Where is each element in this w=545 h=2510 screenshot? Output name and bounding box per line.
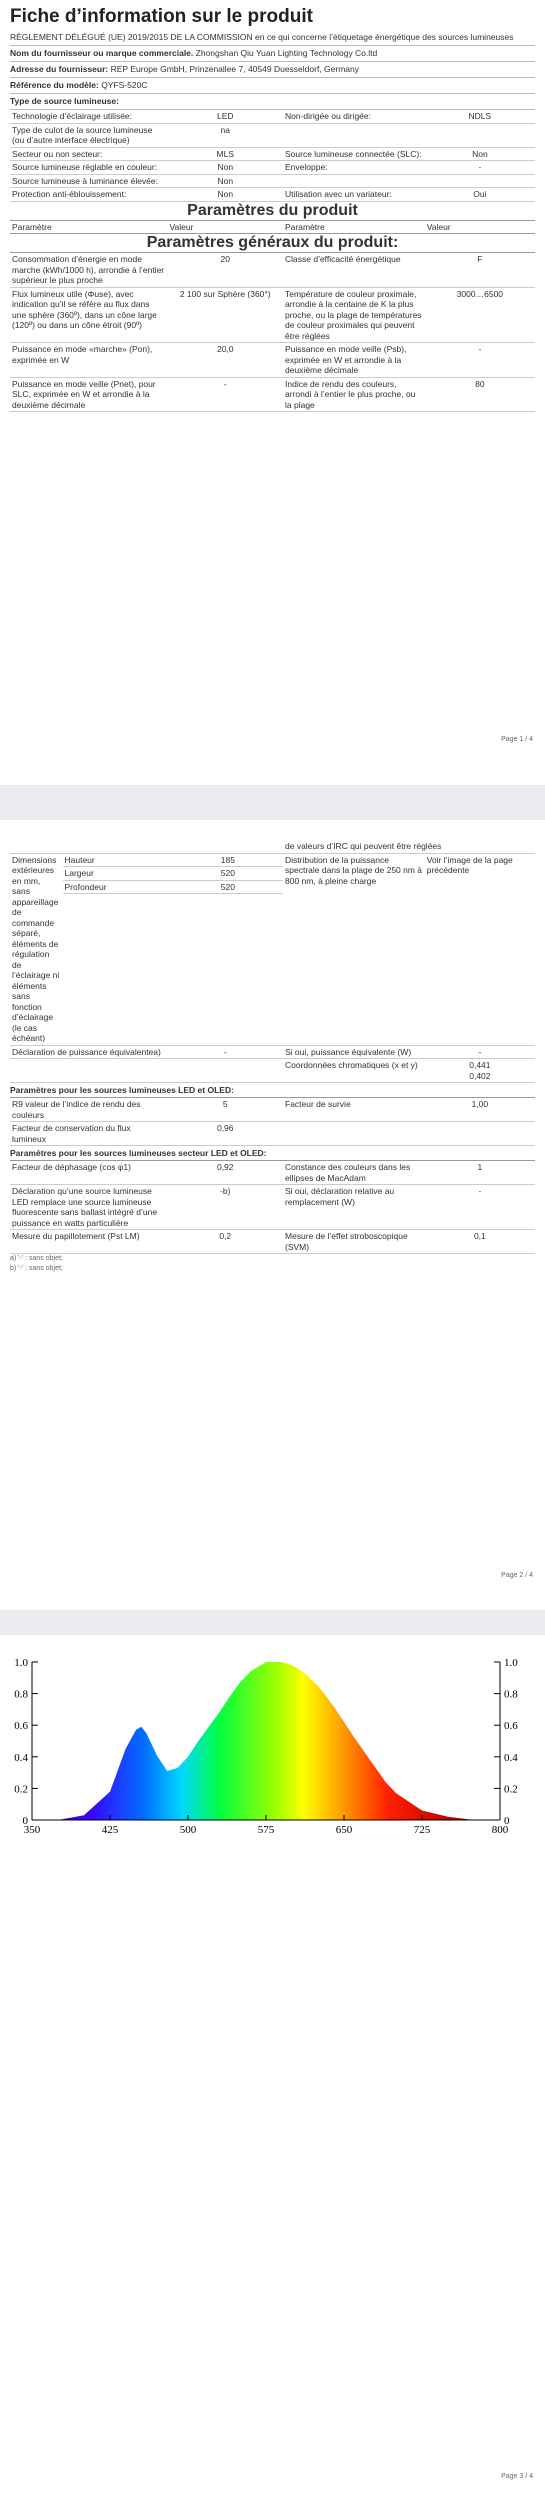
source-type-row — [10, 174, 535, 188]
page-3 — [0, 1635, 545, 2510]
param-label: Protection anti-éblouissement: — [10, 188, 168, 202]
regulation-text: RÈGLEMENT DÉLÉGUÉ (UE) 2019/2015 DE LA COMMISSION en ce qui concerne l’étiquetage énergétique des sources lumineuses — [10, 30, 535, 46]
model-line — [10, 78, 535, 94]
cri-continuation: de valeurs d’IRC qui peuvent être réglées — [283, 840, 535, 853]
param-value: 1,00 — [425, 1098, 535, 1122]
x-tick-label: 500 — [179, 1824, 197, 1836]
led-section-title: Paramètres pour les sources lumineuses LED et OLED: — [10, 1083, 535, 1098]
param-label: Source lumineuse réglable en couleur: — [10, 161, 168, 175]
led-param-row — [10, 1098, 535, 1122]
led-param-row — [10, 1122, 535, 1146]
y-tick-right-label: 0.2 — [504, 1783, 518, 1796]
param-label: Facteur de déphasage (cos φ1) — [10, 1161, 168, 1185]
y-tick-right-label: 0 — [504, 1815, 510, 1827]
param-label: Constance des couleurs dans les ellipses de MacAdam — [283, 1161, 425, 1185]
x-tick-label: 575 — [257, 1824, 275, 1836]
param-label: Puissance en mode veille (Pnet), pour SLC, exprimée en W et arrondie à la deuxième décimale — [10, 377, 168, 412]
dimension-name: Hauteur — [63, 854, 173, 867]
general-param-row — [10, 253, 535, 287]
param-value: Non — [425, 147, 535, 161]
dimension-name: Largeur — [63, 867, 173, 881]
continuation-table — [10, 840, 535, 1046]
page-title: Fiche d’information sur le produit — [10, 6, 313, 27]
general-params-title: Paramètres généraux du produit: — [10, 234, 535, 253]
col-value-header: Valeur — [168, 221, 284, 234]
source-type-row — [10, 161, 535, 175]
dimension-value: 520 — [173, 880, 283, 894]
param-value: - — [168, 1046, 284, 1059]
y-tick-right-label: 0.6 — [504, 1720, 518, 1733]
y-tick-label: 0.4 — [14, 1751, 28, 1764]
param-value — [168, 1059, 284, 1083]
address-line — [10, 62, 535, 78]
param-value: 20,0 — [168, 343, 284, 378]
param-label: Mesure du papillotement (Pst LM) — [10, 1230, 168, 1254]
param-label: Facteur de conservation du flux lumineux — [10, 1122, 168, 1146]
y-tick-right-label: 0.8 — [504, 1688, 518, 1701]
led-table — [10, 1098, 535, 1146]
param-label — [283, 123, 425, 147]
spectral-value: Voir l’image de la page précédente — [425, 853, 535, 1045]
param-value: 5 — [168, 1098, 284, 1122]
param-value: Oui — [425, 188, 535, 202]
param-value: 0,92 — [168, 1161, 284, 1185]
source-type-row — [10, 123, 535, 147]
param-value: 80 — [425, 377, 535, 412]
param-value — [425, 1122, 535, 1146]
param-value: 2 100 sur Sphère (360°) — [168, 287, 284, 343]
equivalent-table — [10, 1046, 535, 1084]
page-number: Page 1 / 4 — [501, 736, 533, 743]
param-value: 0,96 — [168, 1122, 284, 1146]
param-value: MLS — [168, 147, 284, 161]
x-tick-label: 800 — [491, 1824, 509, 1836]
general-param-row — [10, 377, 535, 412]
param-value: - — [425, 343, 535, 378]
param-label — [283, 174, 425, 188]
y-tick-label: 0 — [22, 1815, 28, 1827]
y-tick-label: 1.0 — [14, 1657, 28, 1669]
param-value: - — [425, 1185, 535, 1230]
dimension-row — [63, 854, 284, 867]
param-value: 3000…6500 — [425, 287, 535, 343]
mains-section-title: Paramètres pour les sources lumineuses secteur LED et OLED: — [10, 1146, 535, 1161]
general-param-row — [10, 287, 535, 343]
param-label: Consommation d’énergie en mode marche (kWh/1000 h), arrondie à l’entier supérieur le plus proche — [10, 253, 168, 287]
param-label: Secteur ou non secteur: — [10, 147, 168, 161]
source-type-table — [10, 110, 535, 202]
param-label: Coordonnées chromatiques (x et y) — [283, 1059, 425, 1083]
supplier-value: Zhongshan Qiu Yuan Lighting Technology Co.ltd — [195, 48, 378, 58]
param-value: LED — [168, 110, 284, 123]
spectral-label: Distribution de la puissance spectrale dans la plage de 250 nm à 800 nm, à pleine charge — [283, 853, 425, 1045]
param-value: 0,441 0,402 — [425, 1059, 535, 1083]
x-tick-label: 425 — [101, 1824, 119, 1836]
param-label: Non-dirigée ou dirigée: — [283, 110, 425, 123]
product-params-title: Paramètres du produit — [10, 202, 535, 221]
source-type-label: Type de source lumineuse: — [10, 96, 119, 106]
model-label: Référence du modèle: — [10, 80, 99, 90]
params-header-table — [10, 221, 535, 235]
param-value: 0,2 — [168, 1230, 284, 1254]
source-type-row — [10, 110, 535, 123]
param-label: Source lumineuse connectée (SLC): — [283, 147, 425, 161]
x-tick-label: 650 — [335, 1824, 353, 1836]
param-value: F — [425, 253, 535, 287]
dimensions-table — [63, 854, 284, 895]
param-value — [425, 174, 535, 188]
col-value-header-2: Valeur — [425, 221, 535, 234]
param-value: Non — [168, 188, 284, 202]
param-label: Indice de rendu des couleurs, arrondi à l’entier le plus proche, ou la plage — [283, 377, 425, 412]
supplier-label: Nom du fournisseur ou marque commerciale. — [10, 48, 194, 58]
param-value: Non — [168, 161, 284, 175]
param-label: Enveloppe: — [283, 161, 425, 175]
param-label: Flux lumineux utile (Φuse), avec indication qu’il se réfère au flux dans une sphère (360º), dans un cône large (120º) ou dans un cône étroit (90º) — [10, 287, 168, 343]
param-value: NDLS — [425, 110, 535, 123]
param-label: Type de culot de la source lumineuse (ou d’autre interface électrique) — [10, 123, 168, 147]
page-1 — [0, 0, 545, 785]
param-label: Déclaration de puissance équivalentea) — [10, 1046, 168, 1059]
page-number: Page 2 / 4 — [501, 1572, 533, 1579]
dimension-value: 185 — [173, 854, 283, 867]
param-label: Puissance en mode veille (Psb), exprimée en W et arrondie à la deuxième décimale — [283, 343, 425, 378]
col-param-header-2: Paramètre — [283, 221, 425, 234]
param-label: Technologie d’éclairage utilisée: — [10, 110, 168, 123]
equivalent-row — [10, 1059, 535, 1083]
param-value: 0,1 — [425, 1230, 535, 1254]
mains-param-row — [10, 1161, 535, 1185]
y-tick-label: 0.2 — [14, 1783, 28, 1796]
param-value: 1 — [425, 1161, 535, 1185]
param-value: -b) — [168, 1185, 284, 1230]
param-label: Déclaration qu’une source lumineuse LED remplace une source lumineuse fluorescente sans ballast intégré d’une puissance en watts particulière — [10, 1185, 168, 1230]
dimensions-label: Dimensions extérieures en mm, sans appareillage de commande séparé, éléments de régulation de l’éclairage ni éléments sans fonction d’éclairage (le cas échéant) — [10, 853, 63, 1045]
param-value: - — [168, 377, 284, 412]
param-value: - — [425, 161, 535, 175]
dimension-value: 520 — [173, 867, 283, 881]
address-value: REP Europe GmbH, Prinzenallee 7, 40549 Duesseldorf, Germany — [110, 64, 359, 74]
address-label: Adresse du fournisseur: — [10, 64, 109, 74]
param-label: Source lumineuse à luminance élevée: — [10, 174, 168, 188]
mains-param-row — [10, 1185, 535, 1230]
param-label: Puissance en mode «marche» (Pon), exprimée en W — [10, 343, 168, 378]
y-tick-label: 0.6 — [14, 1720, 28, 1733]
y-tick-label: 0.8 — [14, 1688, 28, 1701]
spectrum-chart — [0, 1650, 545, 1850]
general-param-row — [10, 343, 535, 378]
dimension-row — [63, 867, 284, 881]
param-label — [283, 1122, 425, 1146]
source-type-row — [10, 147, 535, 161]
mains-table — [10, 1161, 535, 1254]
col-param-header: Paramètre — [10, 221, 168, 234]
source-type-row — [10, 188, 535, 202]
y-tick-right-label: 0.4 — [504, 1751, 518, 1764]
dimension-row — [63, 880, 284, 894]
footnote-a: a) '-' : sans objet; — [10, 1255, 63, 1262]
spectrum-area — [32, 1662, 500, 1820]
param-value: Non — [168, 174, 284, 188]
param-label: Si oui, puissance équivalente (W) — [283, 1046, 425, 1059]
model-value: QYFS-520C — [101, 80, 148, 90]
equivalent-row — [10, 1046, 535, 1059]
param-value: - — [425, 1046, 535, 1059]
param-value: 20 — [168, 253, 284, 287]
param-label: Mesure de l’effet stroboscopique (SVM) — [283, 1230, 425, 1254]
supplier-line — [10, 46, 535, 62]
param-value: na — [168, 123, 284, 147]
footnote-b: b) '-' : sans objet; — [10, 1265, 63, 1272]
dimension-name: Profondeur — [63, 880, 173, 894]
page-2 — [0, 820, 545, 1610]
param-label — [10, 1059, 168, 1083]
y-tick-right-label: 1.0 — [504, 1657, 518, 1669]
source-type-line — [10, 94, 535, 110]
param-label: Température de couleur proximale, arrondie à la centaine de K la plus proche, ou la plage de températures de couleur proximales qui peuvent être réglées — [283, 287, 425, 343]
param-label: Classe d’efficacité énergétique — [283, 253, 425, 287]
x-tick-label: 725 — [413, 1824, 431, 1836]
param-label: R9 valeur de l’indice de rendu des couleurs — [10, 1098, 168, 1122]
x-tick-label: 350 — [23, 1824, 41, 1836]
general-params-table — [10, 253, 535, 412]
param-label: Utilisation avec un variateur: — [283, 188, 425, 202]
page-number: Page 3 / 4 — [501, 2473, 533, 2480]
mains-param-row — [10, 1230, 535, 1254]
param-label: Si oui, déclaration relative au remplacement (W) — [283, 1185, 425, 1230]
param-label: Facteur de survie — [283, 1098, 425, 1122]
param-value — [425, 123, 535, 147]
